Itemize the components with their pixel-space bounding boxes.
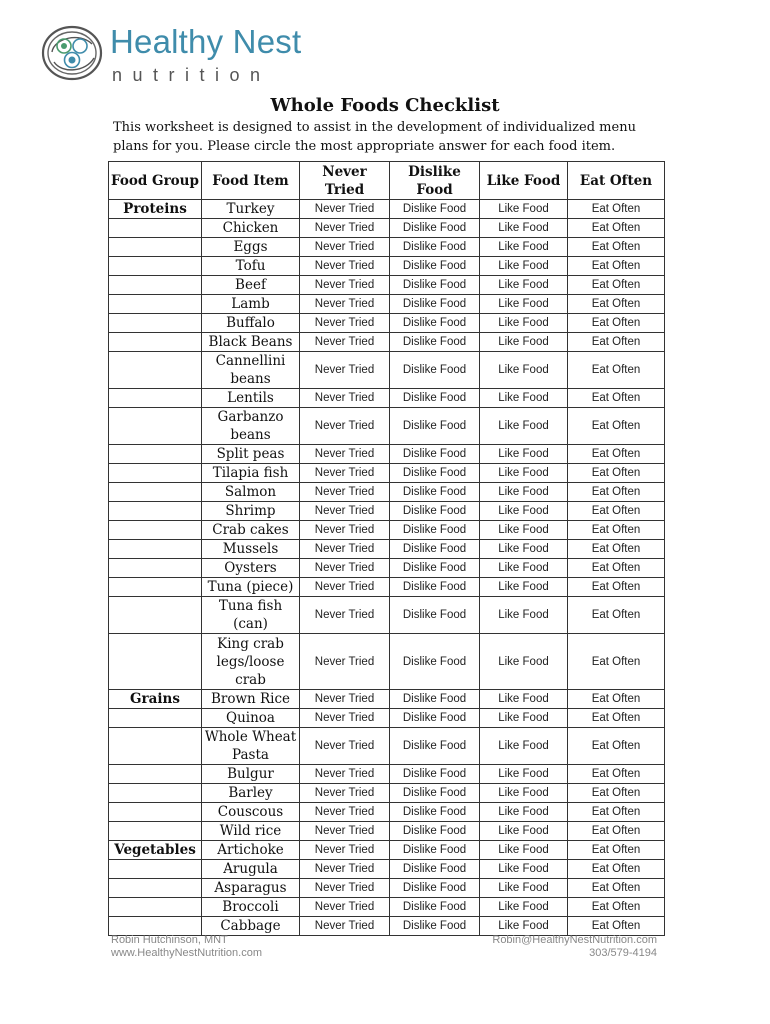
food-item: Chicken bbox=[202, 219, 300, 238]
table-row bbox=[109, 352, 665, 389]
food-checklist-table bbox=[108, 161, 665, 936]
food-item: Artichoke bbox=[202, 841, 300, 860]
food-item: Shrimp bbox=[202, 502, 300, 521]
header-food-item: Food Item bbox=[202, 162, 300, 200]
option-eat-often[interactable]: Eat Often bbox=[568, 445, 665, 464]
table-row bbox=[109, 257, 665, 276]
option-never-tried[interactable]: Never Tried bbox=[300, 464, 390, 483]
option-never-tried[interactable]: Never Tried bbox=[300, 238, 390, 257]
food-item: Crab cakes bbox=[202, 521, 300, 540]
food-group-cell bbox=[109, 295, 202, 314]
table-row bbox=[109, 389, 665, 408]
food-item: Broccoli bbox=[202, 898, 300, 917]
option-like-food[interactable]: Like Food bbox=[480, 352, 568, 389]
option-eat-often[interactable]: Eat Often bbox=[568, 578, 665, 597]
food-group-cell bbox=[109, 728, 202, 765]
option-never-tried[interactable]: Never Tried bbox=[300, 690, 390, 709]
table-row bbox=[109, 860, 665, 879]
option-eat-often[interactable]: Eat Often bbox=[568, 483, 665, 502]
food-group-cell bbox=[109, 578, 202, 597]
brand-name: Healthy Nest bbox=[110, 23, 302, 60]
option-like-food[interactable]: Like Food bbox=[480, 803, 568, 822]
food-group-cell bbox=[109, 860, 202, 879]
table-row bbox=[109, 690, 665, 709]
option-never-tried[interactable]: Never Tried bbox=[300, 257, 390, 276]
food-group-label: Grains bbox=[109, 690, 202, 709]
option-like-food[interactable]: Like Food bbox=[480, 765, 568, 784]
option-never-tried[interactable]: Never Tried bbox=[300, 483, 390, 502]
option-eat-often[interactable]: Eat Often bbox=[568, 238, 665, 257]
option-never-tried[interactable]: Never Tried bbox=[300, 408, 390, 445]
food-item: Turkey bbox=[202, 200, 300, 219]
option-never-tried[interactable]: Never Tried bbox=[300, 709, 390, 728]
option-never-tried[interactable]: Never Tried bbox=[300, 219, 390, 238]
option-never-tried[interactable]: Never Tried bbox=[300, 803, 390, 822]
option-eat-often[interactable]: Eat Often bbox=[568, 464, 665, 483]
food-item: Cabbage bbox=[202, 917, 300, 936]
food-group-cell bbox=[109, 917, 202, 936]
option-never-tried[interactable]: Never Tried bbox=[300, 784, 390, 803]
option-like-food[interactable]: Like Food bbox=[480, 483, 568, 502]
option-never-tried[interactable]: Never Tried bbox=[300, 521, 390, 540]
food-group-cell bbox=[109, 314, 202, 333]
option-dislike-food[interactable]: Dislike Food bbox=[390, 521, 480, 540]
option-never-tried[interactable]: Never Tried bbox=[300, 333, 390, 352]
table-row bbox=[109, 597, 665, 634]
option-like-food[interactable]: Like Food bbox=[480, 578, 568, 597]
food-group-cell bbox=[109, 559, 202, 578]
food-item: Asparagus bbox=[202, 879, 300, 898]
option-dislike-food[interactable]: Dislike Food bbox=[390, 578, 480, 597]
food-item: Mussels bbox=[202, 540, 300, 559]
option-never-tried[interactable]: Never Tried bbox=[300, 540, 390, 559]
option-eat-often[interactable]: Eat Often bbox=[568, 879, 665, 898]
option-dislike-food[interactable]: Dislike Food bbox=[390, 352, 480, 389]
table-header-row bbox=[109, 162, 665, 200]
table-row bbox=[109, 276, 665, 295]
option-like-food[interactable]: Like Food bbox=[480, 597, 568, 634]
table-row bbox=[109, 709, 665, 728]
page-title: Whole Foods Checklist bbox=[270, 95, 500, 116]
table-row bbox=[109, 784, 665, 803]
option-eat-often[interactable]: Eat Often bbox=[568, 295, 665, 314]
option-eat-often[interactable]: Eat Often bbox=[568, 634, 665, 690]
option-eat-often[interactable]: Eat Often bbox=[568, 352, 665, 389]
option-never-tried[interactable]: Never Tried bbox=[300, 917, 390, 936]
option-dislike-food[interactable]: Dislike Food bbox=[390, 765, 480, 784]
option-like-food[interactable]: Like Food bbox=[480, 690, 568, 709]
option-like-food[interactable]: Like Food bbox=[480, 502, 568, 521]
food-item: Lamb bbox=[202, 295, 300, 314]
option-like-food[interactable]: Like Food bbox=[480, 634, 568, 690]
food-group-cell bbox=[109, 597, 202, 634]
option-eat-often[interactable]: Eat Often bbox=[568, 728, 665, 765]
table-row bbox=[109, 540, 665, 559]
food-group-cell bbox=[109, 822, 202, 841]
option-dislike-food[interactable]: Dislike Food bbox=[390, 295, 480, 314]
option-like-food[interactable]: Like Food bbox=[480, 257, 568, 276]
option-dislike-food[interactable]: Dislike Food bbox=[390, 709, 480, 728]
option-like-food[interactable]: Like Food bbox=[480, 917, 568, 936]
food-group-cell bbox=[109, 634, 202, 690]
option-eat-often[interactable]: Eat Often bbox=[568, 314, 665, 333]
option-eat-often[interactable]: Eat Often bbox=[568, 502, 665, 521]
option-dislike-food[interactable]: Dislike Food bbox=[390, 822, 480, 841]
food-group-cell bbox=[109, 464, 202, 483]
food-item: Beef bbox=[202, 276, 300, 295]
food-group-cell bbox=[109, 502, 202, 521]
food-group-cell bbox=[109, 389, 202, 408]
footer-email: Robin@HealthyNestNutrition.com bbox=[492, 934, 657, 946]
food-item: Quinoa bbox=[202, 709, 300, 728]
option-eat-often[interactable]: Eat Often bbox=[568, 765, 665, 784]
option-like-food[interactable]: Like Food bbox=[480, 276, 568, 295]
header-dislike-food: Dislike Food bbox=[390, 162, 480, 200]
option-never-tried[interactable]: Never Tried bbox=[300, 841, 390, 860]
food-group-cell bbox=[109, 879, 202, 898]
option-like-food[interactable]: Like Food bbox=[480, 784, 568, 803]
food-group-cell bbox=[109, 276, 202, 295]
option-like-food[interactable]: Like Food bbox=[480, 841, 568, 860]
table-row bbox=[109, 483, 665, 502]
option-like-food[interactable]: Like Food bbox=[480, 559, 568, 578]
option-never-tried[interactable]: Never Tried bbox=[300, 389, 390, 408]
option-dislike-food[interactable]: Dislike Food bbox=[390, 728, 480, 765]
option-eat-often[interactable]: Eat Often bbox=[568, 559, 665, 578]
header-food-group: Food Group bbox=[109, 162, 202, 200]
food-group-cell bbox=[109, 540, 202, 559]
option-eat-often[interactable]: Eat Often bbox=[568, 408, 665, 445]
table-row bbox=[109, 219, 665, 238]
table-row bbox=[109, 445, 665, 464]
table-row bbox=[109, 502, 665, 521]
food-group-cell bbox=[109, 352, 202, 389]
option-eat-often[interactable]: Eat Often bbox=[568, 540, 665, 559]
intro-text: This worksheet is designed to assist in the development of individualized menu plans for you. Please circle the most appropriate answer for each food item. bbox=[113, 120, 636, 154]
table-row bbox=[109, 559, 665, 578]
table-row bbox=[109, 408, 665, 445]
option-eat-often[interactable]: Eat Often bbox=[568, 333, 665, 352]
food-item: Oysters bbox=[202, 559, 300, 578]
option-like-food[interactable]: Like Food bbox=[480, 540, 568, 559]
food-item: Brown Rice bbox=[202, 690, 300, 709]
food-group-cell bbox=[109, 219, 202, 238]
option-never-tried[interactable]: Never Tried bbox=[300, 578, 390, 597]
footer-website: www.HealthyNestNutrition.com bbox=[111, 947, 262, 959]
option-never-tried[interactable]: Never Tried bbox=[300, 200, 390, 219]
option-never-tried[interactable]: Never Tried bbox=[300, 879, 390, 898]
option-dislike-food[interactable]: Dislike Food bbox=[390, 917, 480, 936]
brand-subtitle: nutrition bbox=[112, 65, 271, 85]
option-like-food[interactable]: Like Food bbox=[480, 822, 568, 841]
food-item: Lentils bbox=[202, 389, 300, 408]
food-item: Bulgur bbox=[202, 765, 300, 784]
option-like-food[interactable]: Like Food bbox=[480, 879, 568, 898]
food-group-cell bbox=[109, 238, 202, 257]
food-item: Barley bbox=[202, 784, 300, 803]
option-never-tried[interactable]: Never Tried bbox=[300, 898, 390, 917]
option-dislike-food[interactable]: Dislike Food bbox=[390, 408, 480, 445]
food-item: Black Beans bbox=[202, 333, 300, 352]
food-group-cell bbox=[109, 709, 202, 728]
option-eat-often[interactable]: Eat Often bbox=[568, 803, 665, 822]
food-item: Cannellini beans bbox=[202, 352, 300, 389]
table-row bbox=[109, 841, 665, 860]
header-eat-often: Eat Often bbox=[568, 162, 665, 200]
option-dislike-food[interactable]: Dislike Food bbox=[390, 314, 480, 333]
footer-left bbox=[111, 934, 262, 960]
option-eat-often[interactable]: Eat Often bbox=[568, 860, 665, 879]
table-row bbox=[109, 200, 665, 219]
food-item: Tilapia fish bbox=[202, 464, 300, 483]
option-dislike-food[interactable]: Dislike Food bbox=[390, 803, 480, 822]
option-like-food[interactable]: Like Food bbox=[480, 389, 568, 408]
table-row bbox=[109, 238, 665, 257]
table-row bbox=[109, 822, 665, 841]
footer-right bbox=[492, 934, 657, 960]
food-group-label: Vegetables bbox=[109, 841, 202, 860]
food-group-cell bbox=[109, 408, 202, 445]
option-never-tried[interactable]: Never Tried bbox=[300, 559, 390, 578]
option-dislike-food[interactable]: Dislike Food bbox=[390, 445, 480, 464]
option-eat-often[interactable]: Eat Often bbox=[568, 690, 665, 709]
footer-phone: 303/579-4194 bbox=[589, 947, 657, 959]
table-row bbox=[109, 879, 665, 898]
option-eat-often[interactable]: Eat Often bbox=[568, 257, 665, 276]
brand-logo bbox=[40, 22, 340, 88]
option-eat-often[interactable]: Eat Often bbox=[568, 917, 665, 936]
option-dislike-food[interactable]: Dislike Food bbox=[390, 502, 480, 521]
option-like-food[interactable]: Like Food bbox=[480, 521, 568, 540]
option-dislike-food[interactable]: Dislike Food bbox=[390, 597, 480, 634]
option-never-tried[interactable]: Never Tried bbox=[300, 445, 390, 464]
food-item: Tuna (piece) bbox=[202, 578, 300, 597]
food-group-cell bbox=[109, 445, 202, 464]
food-group-cell bbox=[109, 898, 202, 917]
food-item: Salmon bbox=[202, 483, 300, 502]
table-row bbox=[109, 898, 665, 917]
option-like-food[interactable]: Like Food bbox=[480, 200, 568, 219]
food-item: Split peas bbox=[202, 445, 300, 464]
option-dislike-food[interactable]: Dislike Food bbox=[390, 860, 480, 879]
table-row bbox=[109, 521, 665, 540]
food-item: Eggs bbox=[202, 238, 300, 257]
table-row bbox=[109, 578, 665, 597]
option-dislike-food[interactable]: Dislike Food bbox=[390, 634, 480, 690]
option-like-food[interactable]: Like Food bbox=[480, 445, 568, 464]
table-row bbox=[109, 333, 665, 352]
table-row bbox=[109, 314, 665, 333]
footer-name: Robin Hutchinson, MNT bbox=[111, 934, 228, 946]
food-item: Whole Wheat Pasta bbox=[202, 728, 300, 765]
option-dislike-food[interactable]: Dislike Food bbox=[390, 690, 480, 709]
food-item: Wild rice bbox=[202, 822, 300, 841]
table-row bbox=[109, 634, 665, 690]
option-eat-often[interactable]: Eat Often bbox=[568, 784, 665, 803]
table-row bbox=[109, 295, 665, 314]
option-like-food[interactable]: Like Food bbox=[480, 898, 568, 917]
option-like-food[interactable]: Like Food bbox=[480, 728, 568, 765]
food-item: Garbanzo beans bbox=[202, 408, 300, 445]
option-never-tried[interactable]: Never Tried bbox=[300, 597, 390, 634]
header-never-tried: Never Tried bbox=[300, 162, 390, 200]
food-group-cell bbox=[109, 257, 202, 276]
table-body bbox=[109, 200, 665, 936]
option-eat-often[interactable]: Eat Often bbox=[568, 822, 665, 841]
table-row bbox=[109, 765, 665, 784]
option-dislike-food[interactable]: Dislike Food bbox=[390, 389, 480, 408]
option-never-tried[interactable]: Never Tried bbox=[300, 295, 390, 314]
option-dislike-food[interactable]: Dislike Food bbox=[390, 257, 480, 276]
option-like-food[interactable]: Like Food bbox=[480, 860, 568, 879]
option-like-food[interactable]: Like Food bbox=[480, 333, 568, 352]
food-group-cell bbox=[109, 521, 202, 540]
food-item: Arugula bbox=[202, 860, 300, 879]
header-like-food: Like Food bbox=[480, 162, 568, 200]
food-group-label: Proteins bbox=[109, 200, 202, 219]
option-dislike-food[interactable]: Dislike Food bbox=[390, 784, 480, 803]
option-dislike-food[interactable]: Dislike Food bbox=[390, 464, 480, 483]
option-dislike-food[interactable]: Dislike Food bbox=[390, 276, 480, 295]
food-group-cell bbox=[109, 765, 202, 784]
option-never-tried[interactable]: Never Tried bbox=[300, 352, 390, 389]
option-dislike-food[interactable]: Dislike Food bbox=[390, 483, 480, 502]
food-group-cell bbox=[109, 784, 202, 803]
option-never-tried[interactable]: Never Tried bbox=[300, 502, 390, 521]
option-eat-often[interactable]: Eat Often bbox=[568, 898, 665, 917]
option-dislike-food[interactable]: Dislike Food bbox=[390, 200, 480, 219]
option-eat-often[interactable]: Eat Often bbox=[568, 219, 665, 238]
option-like-food[interactable]: Like Food bbox=[480, 464, 568, 483]
option-dislike-food[interactable]: Dislike Food bbox=[390, 559, 480, 578]
nest-logo-icon bbox=[40, 22, 106, 84]
option-dislike-food[interactable]: Dislike Food bbox=[390, 898, 480, 917]
option-dislike-food[interactable]: Dislike Food bbox=[390, 238, 480, 257]
option-never-tried[interactable]: Never Tried bbox=[300, 634, 390, 690]
option-dislike-food[interactable]: Dislike Food bbox=[390, 879, 480, 898]
option-never-tried[interactable]: Never Tried bbox=[300, 860, 390, 879]
option-like-food[interactable]: Like Food bbox=[480, 314, 568, 333]
table-row bbox=[109, 464, 665, 483]
option-never-tried[interactable]: Never Tried bbox=[300, 728, 390, 765]
option-dislike-food[interactable]: Dislike Food bbox=[390, 333, 480, 352]
food-group-cell bbox=[109, 333, 202, 352]
table-row bbox=[109, 803, 665, 822]
option-dislike-food[interactable]: Dislike Food bbox=[390, 841, 480, 860]
option-like-food[interactable]: Like Food bbox=[480, 219, 568, 238]
food-group-cell bbox=[109, 483, 202, 502]
option-like-food[interactable]: Like Food bbox=[480, 295, 568, 314]
option-never-tried[interactable]: Never Tried bbox=[300, 765, 390, 784]
option-like-food[interactable]: Like Food bbox=[480, 709, 568, 728]
option-like-food[interactable]: Like Food bbox=[480, 408, 568, 445]
option-eat-often[interactable]: Eat Often bbox=[568, 841, 665, 860]
table-row bbox=[109, 917, 665, 936]
option-never-tried[interactable]: Never Tried bbox=[300, 314, 390, 333]
food-group-cell bbox=[109, 803, 202, 822]
food-item: Buffalo bbox=[202, 314, 300, 333]
option-eat-often[interactable]: Eat Often bbox=[568, 276, 665, 295]
option-eat-often[interactable]: Eat Often bbox=[568, 200, 665, 219]
option-eat-often[interactable]: Eat Often bbox=[568, 389, 665, 408]
option-eat-often[interactable]: Eat Often bbox=[568, 521, 665, 540]
table-row bbox=[109, 728, 665, 765]
option-never-tried[interactable]: Never Tried bbox=[300, 822, 390, 841]
option-dislike-food[interactable]: Dislike Food bbox=[390, 540, 480, 559]
option-like-food[interactable]: Like Food bbox=[480, 238, 568, 257]
food-item: Couscous bbox=[202, 803, 300, 822]
option-eat-often[interactable]: Eat Often bbox=[568, 597, 665, 634]
option-dislike-food[interactable]: Dislike Food bbox=[390, 219, 480, 238]
option-eat-often[interactable]: Eat Often bbox=[568, 709, 665, 728]
food-item: Tuna fish (can) bbox=[202, 597, 300, 634]
food-item: Tofu bbox=[202, 257, 300, 276]
option-never-tried[interactable]: Never Tried bbox=[300, 276, 390, 295]
food-item: King crab legs/loose crab bbox=[202, 634, 300, 690]
